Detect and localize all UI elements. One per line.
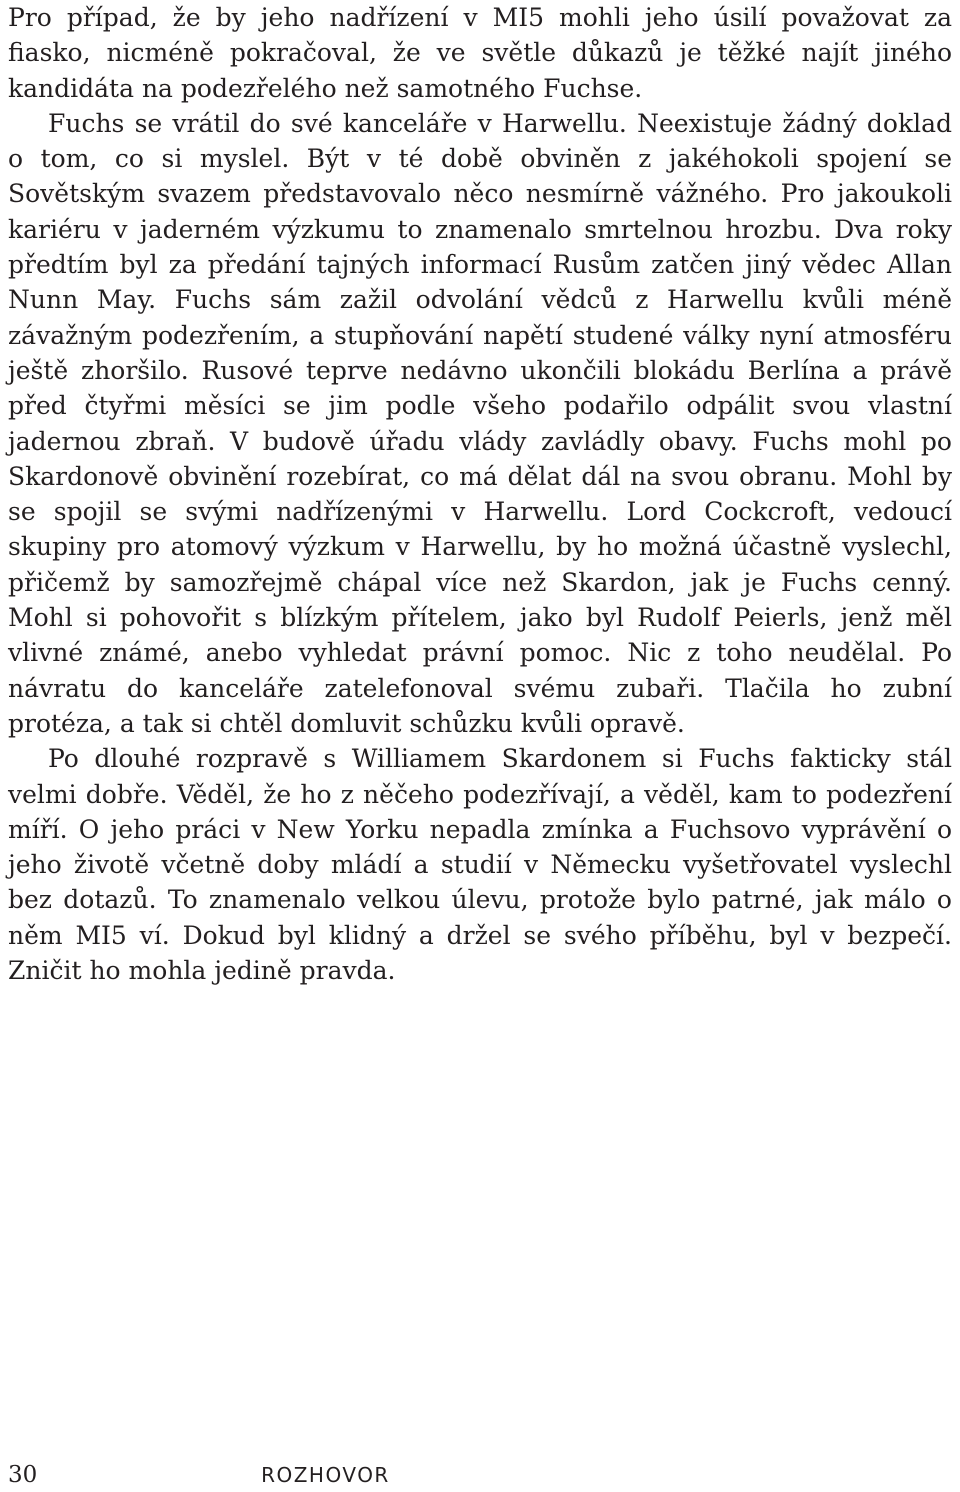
paragraph: Po dlouhé rozpravě s Williamem Skardonem si Fuchs fakticky stál velmi dobře. Věděl, že ho z něčeho podezřívají, a věděl, kam to podezření míří. O jeho práci v New Yorku nepadla zmínka a Fuchsovo vyprávění o jeho životě včetně doby mládí a studií v Německu vyšetřovatel vyslechl bez dotazů. To znamenalo velkou úlevu, protože bylo patrné, jak málo o něm MI5 ví. Dokud byl klidný a držel se svého příběhu, byl v bezpečí. Zničit ho mohla jedině pravda.	[8, 744, 952, 986]
page	[8, 0, 952, 988]
paragraph: Fuchs se vrátil do své kanceláře v Harwellu. Neexistuje žádný doklad o tom, co si myslel. Být v té době obviněn z jakéhokoli spojení se Sovětským svazem představovalo něco nesmírně vážného. Pro jakoukoli kariéru v jaderném výzkumu to znamenalo smrtelnou hrozbu. Dva roky předtím byl za předání tajných informací Rusům zatčen jiný vědec Allan Nunn May. Fuchs sám zažil odvolání vědců z Harwellu kvůli méně závažným podezřením, a stupňování napětí studené války nyní atmosféru ještě zhoršilo. Rusové teprve nedávno ukončili blokádu Berlína a právě před čtyřmi měsíci se jim podle všeho podařilo odpálit svou vlastní jadernou zbraň. V budově úřadu vlády zavládly obavy. Fuchs mohl po Skardonově obvinění rozebírat, co má dělat dál na svou obranu. Mohl by se spojil se svými nadřízenými v Harwellu. Lord Cockcroft, vedoucí skupiny pro atomový výzkum v Harwellu, by ho možná účastně vyslechl, přičemž by samozřejmě chápal více než Skardon, jak je Fuchs cenný. Mohl si pohovořit s blízkým přítelem, jako byl Rudolf Peierls, jenž měl vlivné známé, anebo vyhledat právní pomoc. Nic z toho neudělal. Po návratu do kanceláře zatelefonoval svému zubaři. Tlačila ho zubní protéza, a tak si chtěl domluvit schůzku kvůli opravě.	[8, 108, 952, 738]
page-footer	[8, 1462, 390, 1492]
page-number: 30	[8, 1462, 38, 1488]
running-title: ROZHOVOR	[261, 1463, 390, 1487]
body-text	[8, 0, 952, 988]
paragraph-continued: Pro případ, že by jeho nadřízení v MI5 mohli jeho úsilí považovat za fiasko, nicméně pokračoval, že ve světle důkazů je těžké najít jiného kandidáta na podezřelého než samotného Fuchse.	[8, 3, 952, 103]
